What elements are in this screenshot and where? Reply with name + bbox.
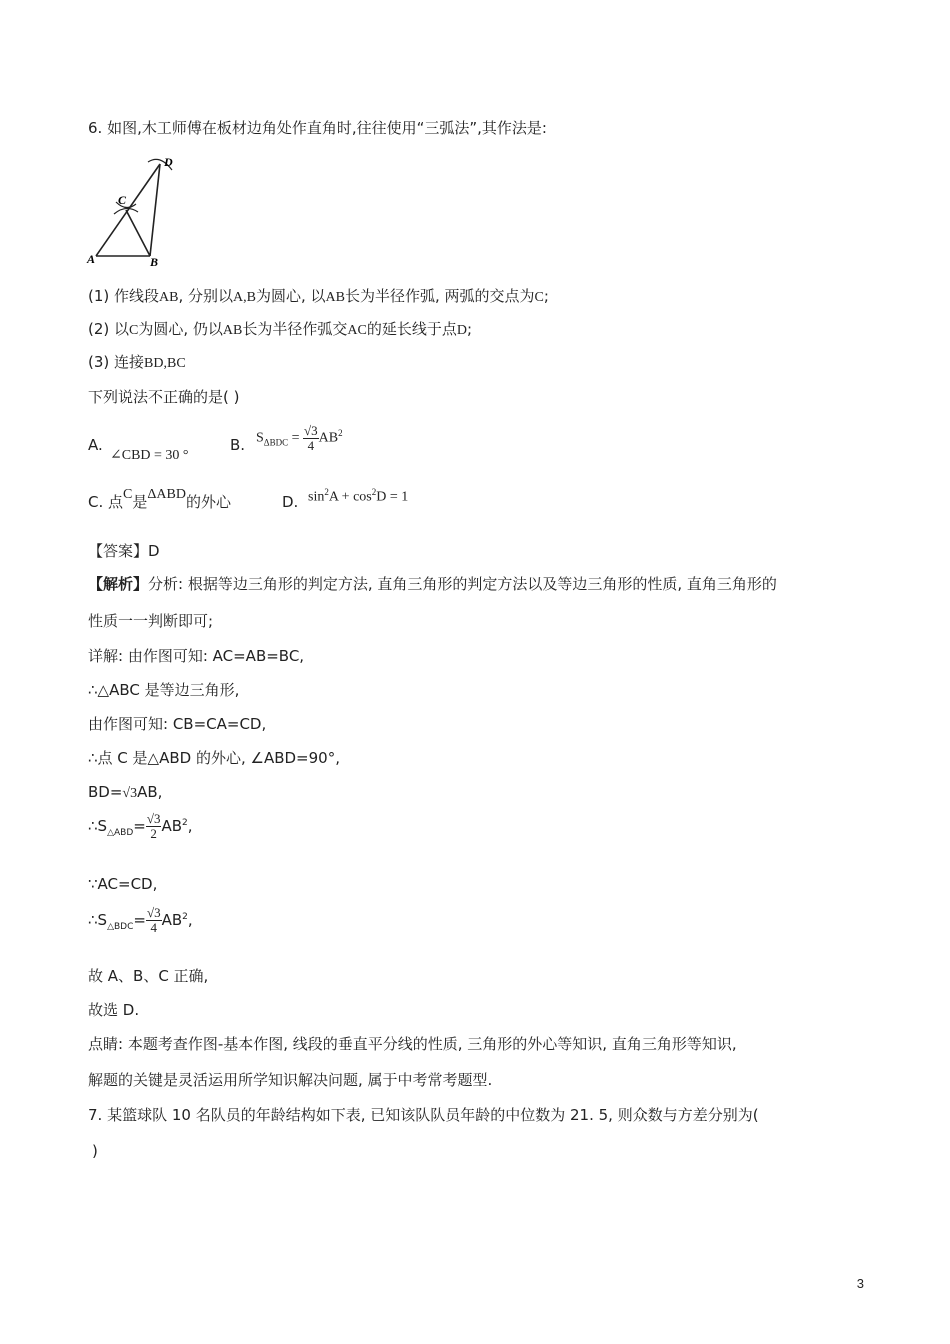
figure-label-b: B <box>150 255 159 268</box>
analysis-line-3: 详解: 由作图可知: AC=AB=BC, <box>88 647 305 665</box>
analysis-line-7: BD=√3AB, <box>88 783 163 801</box>
question-6-prompt: 下列说法不正确的是( ) <box>88 388 240 406</box>
page-number: 3 <box>856 1276 864 1291</box>
option-c: C. 点C是ΔABD的外心 <box>88 487 231 511</box>
option-d-label: D. <box>282 493 299 511</box>
figure-label-a: A <box>87 252 96 266</box>
compass-construction-figure <box>86 152 186 268</box>
analysis-line-9: ∵AC=CD, <box>88 875 158 893</box>
option-d-expression: $\sin^2A + \cos^2D = 1$ <box>308 487 409 505</box>
question-6-stem: 6. 如图,木工师傅在板材边角处作直角时,往往使用“三弧法”,其作法是: <box>88 119 547 137</box>
question-7-line-1: 7. 某篮球队 10 名队员的年龄结构如下表, 已知该队队员年龄的中位数为 21. 5, 则众数与方差分别为( <box>88 1106 759 1124</box>
step-1: (1) 作线段AB, 分别以A,B为圆心, 以AB长为半径作弧, 两弧的交点为C; <box>88 287 549 305</box>
answer-line: 【答案】D <box>88 542 160 560</box>
analysis-line-5: 由作图可知: CB=CA=CD, <box>88 715 267 733</box>
analysis-line-8: $\therefore S_{\triangle ABD}=$ $\frac{√3}{2}$ $AB^2$, <box>88 811 193 841</box>
analysis-line-12: 故选 D. <box>88 1001 140 1019</box>
step-2: (2) 以C为圆心, 仍以AB长为半径作弧交AC的延长线于点D; <box>88 320 473 338</box>
analysis-line-10: $\therefore S_{\triangle BDC}=$ $\frac{√3}{4}$ $AB^2$, <box>88 905 193 935</box>
option-a-expression: ∠CBD = 30 ° <box>110 448 189 463</box>
analysis-line-1: 【解析】分析: 根据等边三角形的判定方法, 直角三角形的判定方法以及等边三角形的性质, 直角三角形的 <box>88 575 777 593</box>
analysis-line-2: 性质一一判断即可; <box>88 612 214 630</box>
option-b-label: B. <box>230 436 246 454</box>
option-b-expression: $S_{\Delta BDC}$ = $\frac{√3}{4}$ $AB^2$ <box>256 423 343 453</box>
question-7-line-2: ) <box>92 1142 98 1160</box>
analysis-line-13: 点睛: 本题考查作图-基本作图, 线段的垂直平分线的性质, 三角形的外心等知识, 直角三角形等知识, <box>88 1035 737 1053</box>
analysis-line-11: 故 A、B、C 正确, <box>88 967 209 985</box>
figure-label-d: D <box>164 155 173 169</box>
option-a-label: A. <box>88 436 103 454</box>
analysis-line-14: 解题的关键是灵活运用所学知识解决问题, 属于中考常考题型. <box>88 1071 493 1089</box>
figure-label-c: C <box>118 193 127 207</box>
analysis-line-6: ∴点 C 是△ABD 的外心, ∠ABD=90°, <box>88 749 340 767</box>
step-3: (3) 连接BD,BC <box>88 353 186 371</box>
analysis-line-4: ∴△ABC 是等边三角形, <box>88 681 240 699</box>
